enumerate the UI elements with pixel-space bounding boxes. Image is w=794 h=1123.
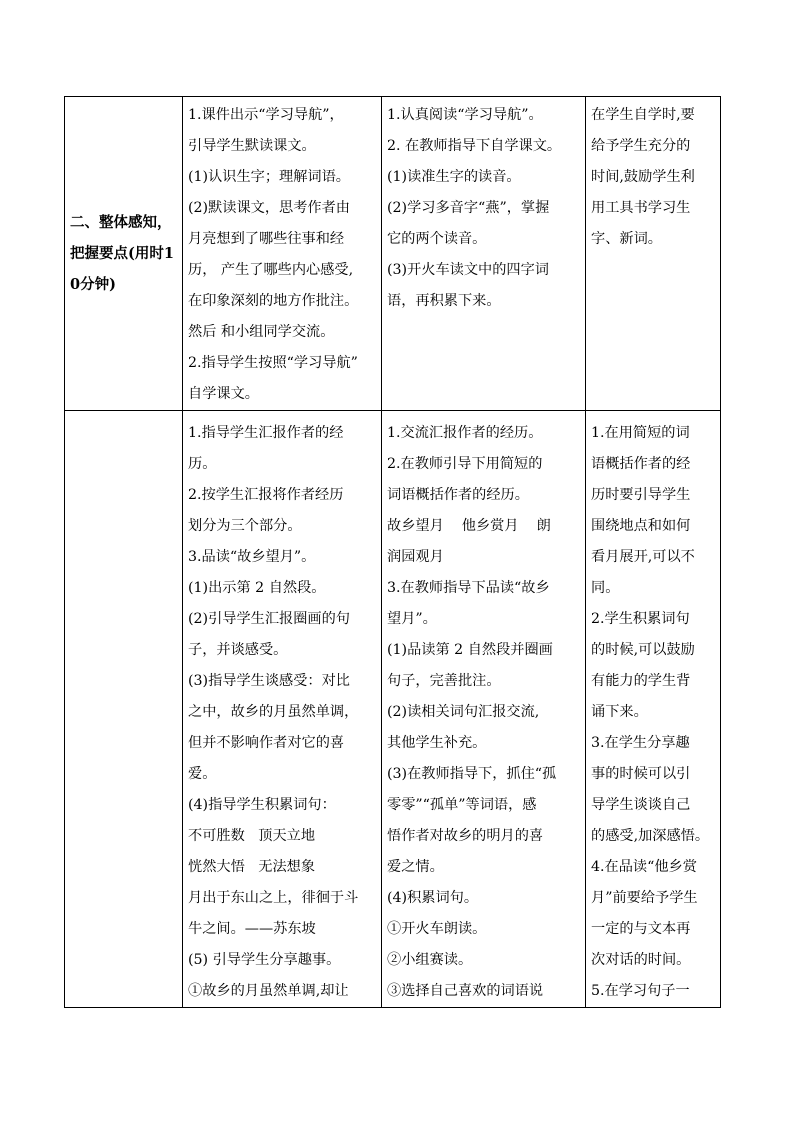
text-line: 历， 产生了哪些内心感受, [188, 262, 354, 278]
text-line: 月出于东山之上，徘徊于斗 [188, 890, 359, 906]
text-line: 诵下来。 [591, 704, 648, 720]
text-line: (2)引导学生汇报圈画的句 [188, 611, 350, 627]
text-line: 牛之间。——苏东坡 [188, 921, 316, 937]
text-line: 在印象深刻的地方作批注。 [188, 293, 359, 309]
text-line: 不可胜数 顶天立地 [188, 828, 316, 844]
text-line: ②小组赛读。 [387, 952, 473, 968]
text-line: (1)读准生字的读音。 [387, 169, 521, 185]
text-line: 字、新词。 [591, 231, 662, 247]
text-line: 2.在教师引导下用简短的 [387, 456, 543, 472]
text-line: 3.在学生分享趣 [591, 735, 690, 751]
text-line: 词语概括作者的经历。 [387, 487, 529, 503]
text-line: 的感受,加深感悟。 [591, 828, 710, 844]
text-line: 润园观月 [387, 549, 444, 565]
text-line: 3.在教师指导下品读“故乡 [387, 580, 550, 596]
text-line: 划分为三个部分。 [188, 518, 302, 534]
text-line: 悟作者对故乡的明月的喜 [387, 828, 544, 844]
teacher-activity-cell [183, 411, 382, 1008]
text-line: 历。 [188, 456, 217, 472]
text-line: (2)读相关词句汇报交流, [387, 704, 540, 720]
text-line: 引导学生默读课文。 [188, 138, 316, 154]
text-line: ③选择自己喜欢的词语说 [387, 983, 544, 999]
text-line: 望月”。 [387, 611, 437, 627]
text-line: (1)出示第 2 自然段。 [188, 580, 326, 596]
text-line: 看月展开,可以不 [591, 549, 695, 565]
text-line: 2. 在教师指导下自学课文。 [387, 138, 562, 154]
text-line: (1)品读第 2 自然段并圈画 [387, 642, 553, 658]
text-line: 语，再积累下来。 [387, 293, 501, 309]
text-line: (4)指导学生积累词句： [188, 797, 336, 813]
text-line: 句子，完善批注。 [387, 673, 501, 689]
text-line: 4.在品读“他乡赏 [591, 859, 697, 875]
text-line: 爱之情。 [387, 859, 444, 875]
text-line: 1.课件出示“学习导航”， [188, 107, 344, 123]
stage-cell [65, 411, 183, 1008]
text-line: 1.交流汇报作者的经历。 [387, 425, 543, 441]
text-line: (3)开火车读文中的四字词 [387, 262, 549, 278]
text-line: 然后 和小组同学交流。 [188, 324, 335, 340]
text-line: 之中，故乡的月虽然单调， [188, 704, 359, 720]
table-row [65, 97, 721, 411]
text-line: 围绕地点和如何 [591, 518, 691, 534]
text-line: 3.品读“故乡望月”。 [188, 549, 316, 565]
text-line: ①故乡的月虽然单调,却让 [188, 983, 349, 999]
text-line: 其他学生补充。 [387, 735, 487, 751]
text-line: 但并不影响作者对它的喜 [188, 735, 345, 751]
text-line: 零零”“孤单”等词语，感 [387, 797, 537, 813]
table-row [65, 411, 721, 1008]
text-line: 次对话的时间。 [591, 952, 691, 968]
text-line: 自学课文。 [188, 386, 259, 402]
text-line: 5.在学习句子一 [591, 983, 690, 999]
design-notes-cell [586, 411, 721, 1008]
text-line: (3)指导学生谈感受：对比 [188, 673, 350, 689]
design-notes-cell [586, 97, 721, 411]
text-line: 在学生自学时,要 [591, 107, 695, 123]
text-line: (2)学习多音字“燕”，掌握 [387, 200, 550, 216]
text-line: 同。 [591, 580, 620, 596]
text-line: 有能力的学生背 [591, 673, 691, 689]
text-line: ①开火车朗读。 [387, 921, 487, 937]
text-line: (4)积累词句。 [387, 890, 479, 906]
text-line: 1.在用简短的词 [591, 425, 690, 441]
text-line: 历时要引导学生 [591, 487, 691, 503]
text-line: 语概括作者的经 [591, 456, 691, 472]
text-line: 故乡望月 他乡赏月 朗 [387, 518, 551, 534]
text-line: 爱。 [188, 766, 217, 782]
text-line: 1.认真阅读“学习导航”。 [387, 107, 543, 123]
text-line: 时间,鼓励学生利 [591, 169, 695, 185]
lesson-plan-table [64, 96, 721, 1008]
text-line: 用工具书学习生 [591, 200, 691, 216]
text-line: 给予学生充分的 [591, 138, 691, 154]
text-line: 事的时候可以引 [591, 766, 691, 782]
text-line: (2)默读课文，思考作者由 [188, 200, 350, 216]
student-activity-cell [382, 97, 586, 411]
text-line: 月”前要给予学生 [591, 890, 698, 906]
teacher-activity-cell [183, 97, 382, 411]
text-line: 它的两个读音。 [387, 231, 487, 247]
text-line: 导学生谈谈自己 [591, 797, 691, 813]
stage-cell: 二、整体感知，把握要点(用时10分钟) [65, 97, 183, 411]
student-activity-cell [382, 411, 586, 1008]
text-line: (5) 引导学生分享趣事。 [188, 952, 341, 968]
text-line: (3)在教师指导下，抓住“孤 [387, 766, 557, 782]
text-line: 月亮想到了哪些往事和经 [188, 231, 345, 247]
text-line: 恍然大悟 无法想象 [188, 859, 316, 875]
text-line: 子，并谈感受。 [188, 642, 288, 658]
text-line: (1)认识生字；理解词语。 [188, 169, 350, 185]
text-line: 1.指导学生汇报作者的经 [188, 425, 344, 441]
text-line: 2.指导学生按照“学习导航” [188, 355, 358, 371]
text-line: 2.按学生汇报将作者经历 [188, 487, 344, 503]
text-line: 一定的与文本再 [591, 921, 691, 937]
text-line: 2.学生积累词句 [591, 611, 690, 627]
text-line: 的时候,可以鼓励 [591, 642, 695, 658]
